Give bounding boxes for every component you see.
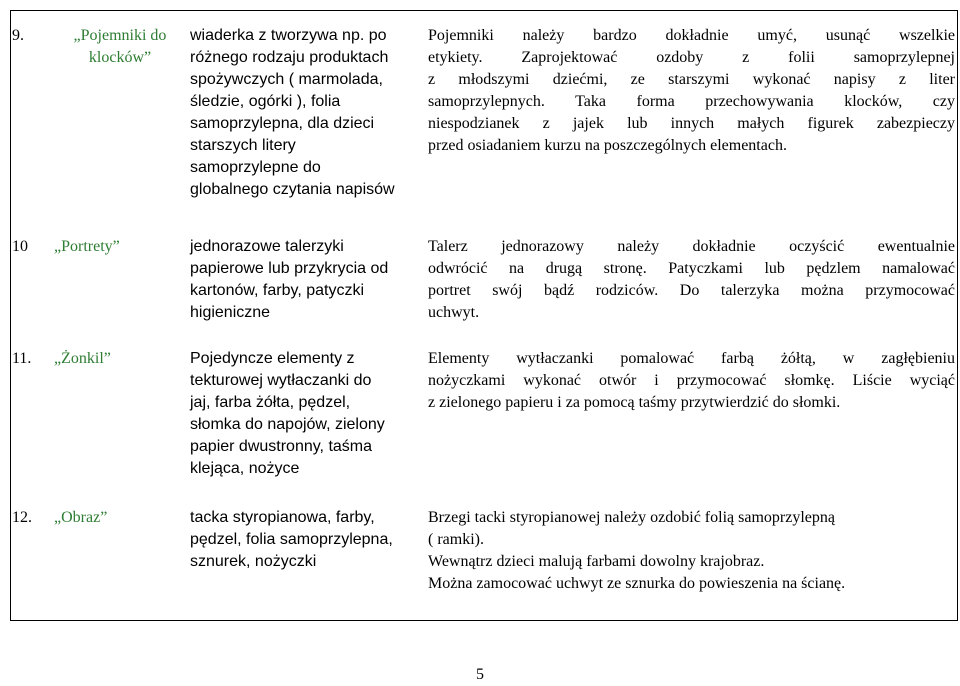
materials-line: higieniczne (190, 304, 271, 321)
row-materials (190, 507, 426, 573)
materials-line: papier dwustronny, taśma (190, 438, 373, 455)
description-line: przed osiadaniem kurzu na poszczególnych elementach. (428, 137, 787, 154)
row-number: 9. (12, 27, 24, 44)
row-number: 11. (12, 350, 32, 367)
row-number: 10 (12, 238, 28, 255)
page-number: 5 (476, 666, 484, 683)
row-description (428, 348, 955, 414)
title-line: „Pojemniki do (73, 27, 167, 44)
description-line: nożyczkami wykonać otwór i przymocować słomkę. Liście wyciąć (428, 372, 955, 389)
materials-line: samoprzylepne do (190, 159, 321, 176)
table-top-rule (10, 10, 958, 11)
materials-line: różnego rodzaju produktach (190, 49, 389, 66)
description-line: samoprzylepnych. Taka forma przechowywania klocków, czy (428, 93, 955, 110)
row-title (54, 348, 186, 370)
activities-table (10, 10, 958, 621)
row-description (428, 25, 955, 157)
description-line: z młodszymi dziećmi, ze starszymi wykonać napisy z liter (428, 71, 955, 88)
row-number: 12. (12, 509, 32, 526)
table-left-rule (10, 10, 11, 621)
title-line: „Żonkil” (54, 350, 111, 367)
row-description (428, 236, 955, 324)
row-materials (190, 236, 426, 324)
row-materials (190, 348, 426, 480)
row-description (428, 507, 955, 595)
table-bottom-rule (10, 620, 958, 621)
description-line: niespodzianek z jajek lub innych małych figurek zabezpieczy (428, 115, 955, 132)
materials-line: jaj, farba żółta, pędzel, (190, 394, 351, 411)
table-right-rule (957, 10, 958, 621)
materials-line: globalnego czytania napisów (190, 181, 395, 198)
materials-line: tacka styropianowa, farby, (190, 509, 375, 526)
description-line: Można zamocować uchwyt ze sznurka do powieszenia na ścianę. (428, 575, 846, 592)
materials-line: słomka do napojów, zielony (190, 416, 385, 433)
title-line: „Obraz” (54, 509, 108, 526)
title-line: „Portrety” (54, 238, 120, 255)
description-line: Brzegi tacki styropianowej należy ozdobić folią samoprzylepną (428, 509, 835, 526)
row-materials (190, 25, 426, 201)
materials-line: samoprzylepna, dla dzieci (190, 115, 375, 132)
description-line: portret swój bądź rodziców. Do talerzyka można przymocować (428, 282, 955, 299)
description-line: uchwyt. (428, 304, 480, 321)
materials-line: jednorazowe talerzyki (190, 238, 344, 255)
materials-line: wiaderka z tworzywa np. po (190, 27, 387, 44)
materials-line: sznurek, nożyczki (190, 553, 317, 570)
materials-line: Pojedyncze elementy z (190, 350, 355, 367)
materials-line: pędzel, folia samoprzylepna, (190, 531, 393, 548)
materials-line: spożywczych ( marmolada, (190, 71, 383, 88)
description-line: etykiety. Zaprojektować ozdoby z folii samoprzylepnej (428, 49, 955, 66)
materials-line: starszych litery (190, 137, 296, 154)
row-title (54, 236, 186, 258)
description-line: z zielonego papieru i za pomocą taśmy przytwierdzić do słomki. (428, 394, 841, 411)
materials-line: klejąca, nożyce (190, 460, 300, 477)
description-line: Elementy wytłaczanki pomalować farbą żółtą, w zagłębieniu (428, 350, 955, 367)
materials-line: tekturowej wytłaczanki do (190, 372, 372, 389)
row-title (54, 25, 186, 69)
materials-line: śledzie, ogórki ), folia (190, 93, 341, 110)
row-title (54, 507, 186, 529)
materials-line: papierowe lub przykrycia od (190, 260, 389, 277)
title-line: klocków” (88, 49, 152, 66)
description-line: Wewnątrz dzieci malują farbami dowolny krajobraz. (428, 553, 765, 570)
materials-line: kartonów, farby, patyczki (190, 282, 364, 299)
description-line: Pojemniki należy bardzo dokładnie umyć, usunąć wszelkie (428, 27, 955, 44)
description-line: ( ramki). (428, 531, 484, 548)
description-line: odwrócić na drugą stronę. Patyczkami lub pędzlem namalować (428, 260, 955, 277)
description-line: Talerz jednorazowy należy dokładnie oczyścić ewentualnie (428, 238, 955, 255)
